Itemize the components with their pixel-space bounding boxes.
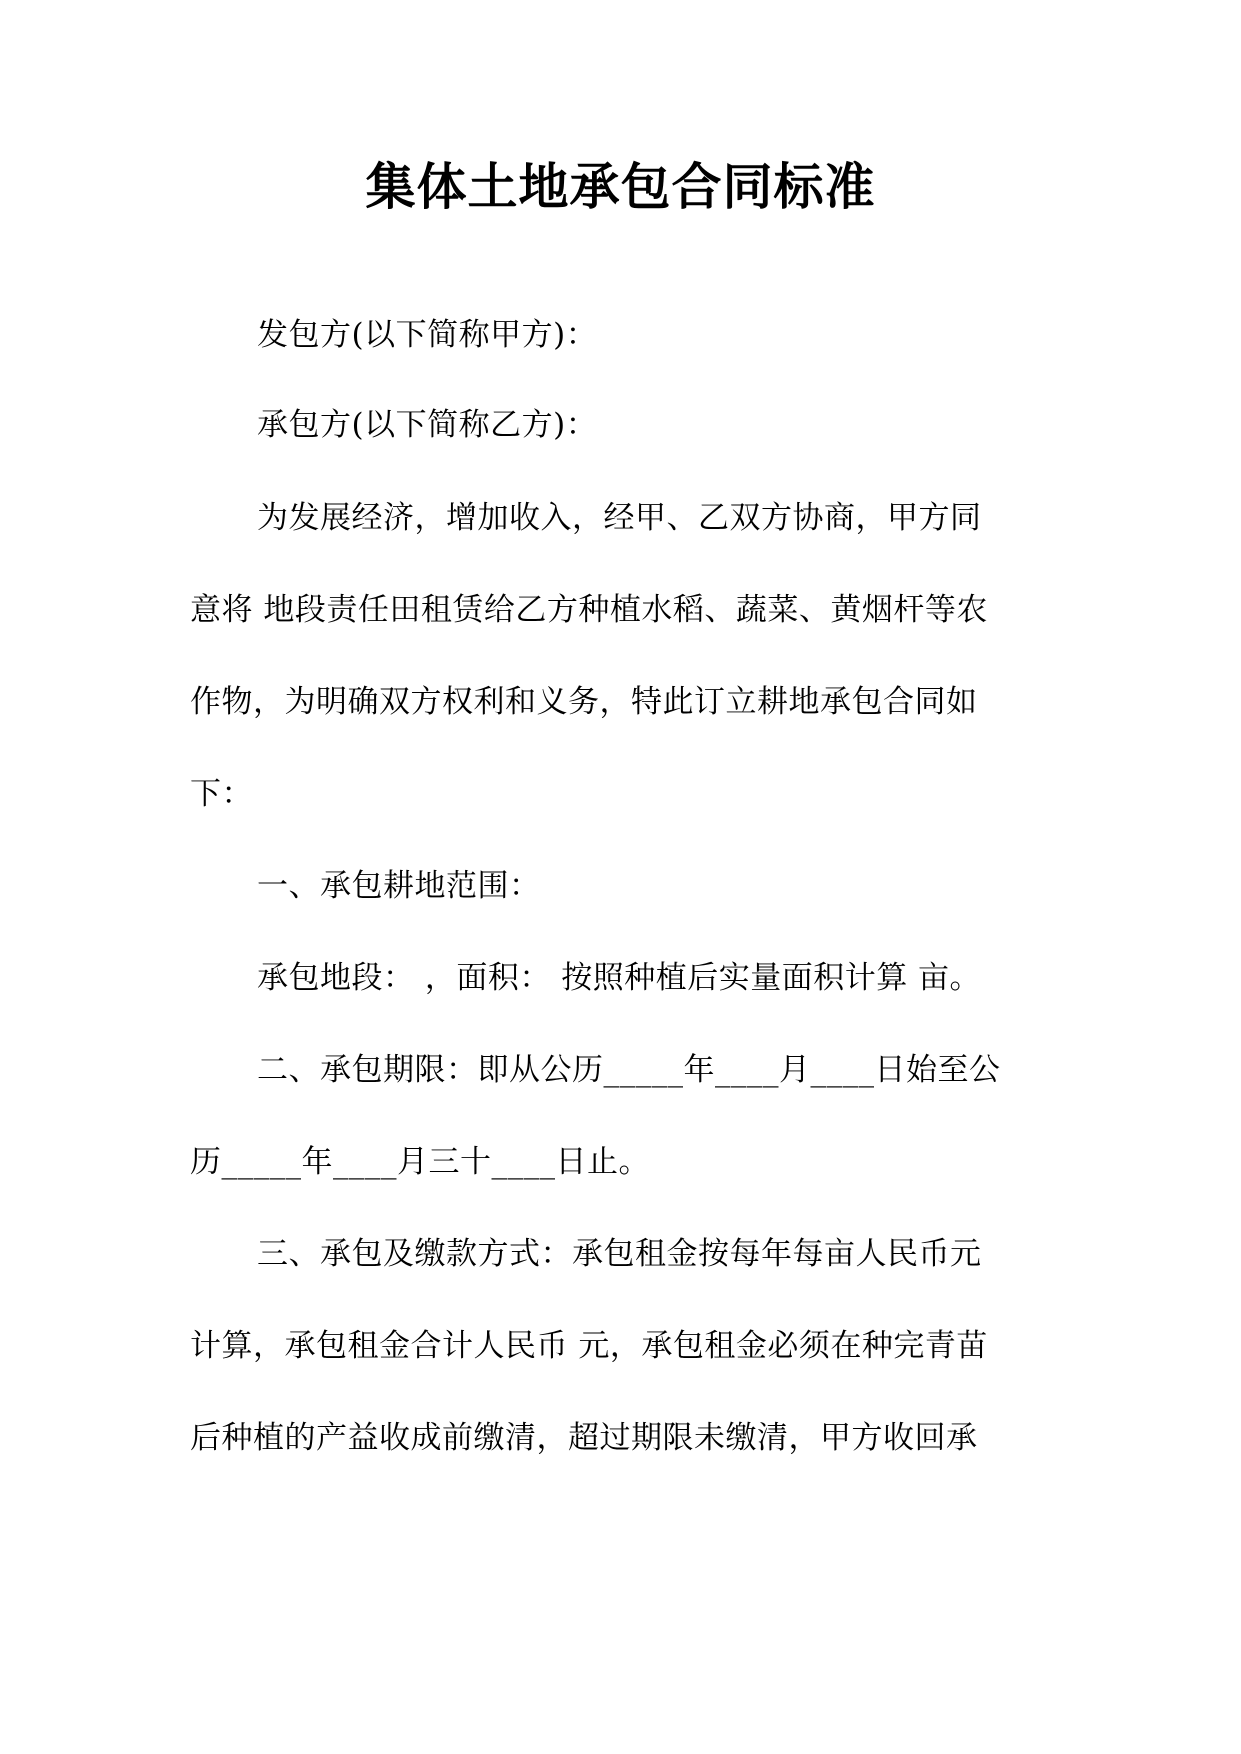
intro-line-1: 为发展经济，增加收入，经甲、乙双方协商，甲方同 <box>257 500 982 536</box>
section-3-line-3: 后种植的产益收成前缴清，超过期限未缴清，甲方收回承 <box>190 1420 978 1456</box>
party-a-line: 发包方(以下简称甲方)： <box>257 317 598 353</box>
intro-line-3: 作物，为明确双方权利和义务，特此订立耕地承包合同如 <box>190 684 978 720</box>
section-1-heading: 一、承包耕地范围： <box>257 868 541 904</box>
document-title: 集体土地承包合同标准 <box>365 157 876 216</box>
party-b-line: 承包方(以下简称乙方)： <box>257 407 598 443</box>
intro-line-4: 下： <box>190 776 253 812</box>
section-2-line-1: 二、承包期限：即从公历_____年____月____日始至公 <box>257 1052 1001 1088</box>
intro-line-2: 意将 地段责任田租赁给乙方种植水稻、蔬菜、黄烟杆等农 <box>190 592 988 628</box>
section-2-line-2: 历_____年____月三十____日止。 <box>190 1144 650 1180</box>
section-3-line-2: 计算，承包租金合计人民币 元，承包租金必须在种完青苗 <box>190 1328 988 1364</box>
section-1-content: 承包地段： ，面积： 按照种植后实量面积计算 亩。 <box>257 960 982 996</box>
section-3-line-1: 三、承包及缴款方式：承包租金按每年每亩人民币元 <box>257 1236 982 1272</box>
